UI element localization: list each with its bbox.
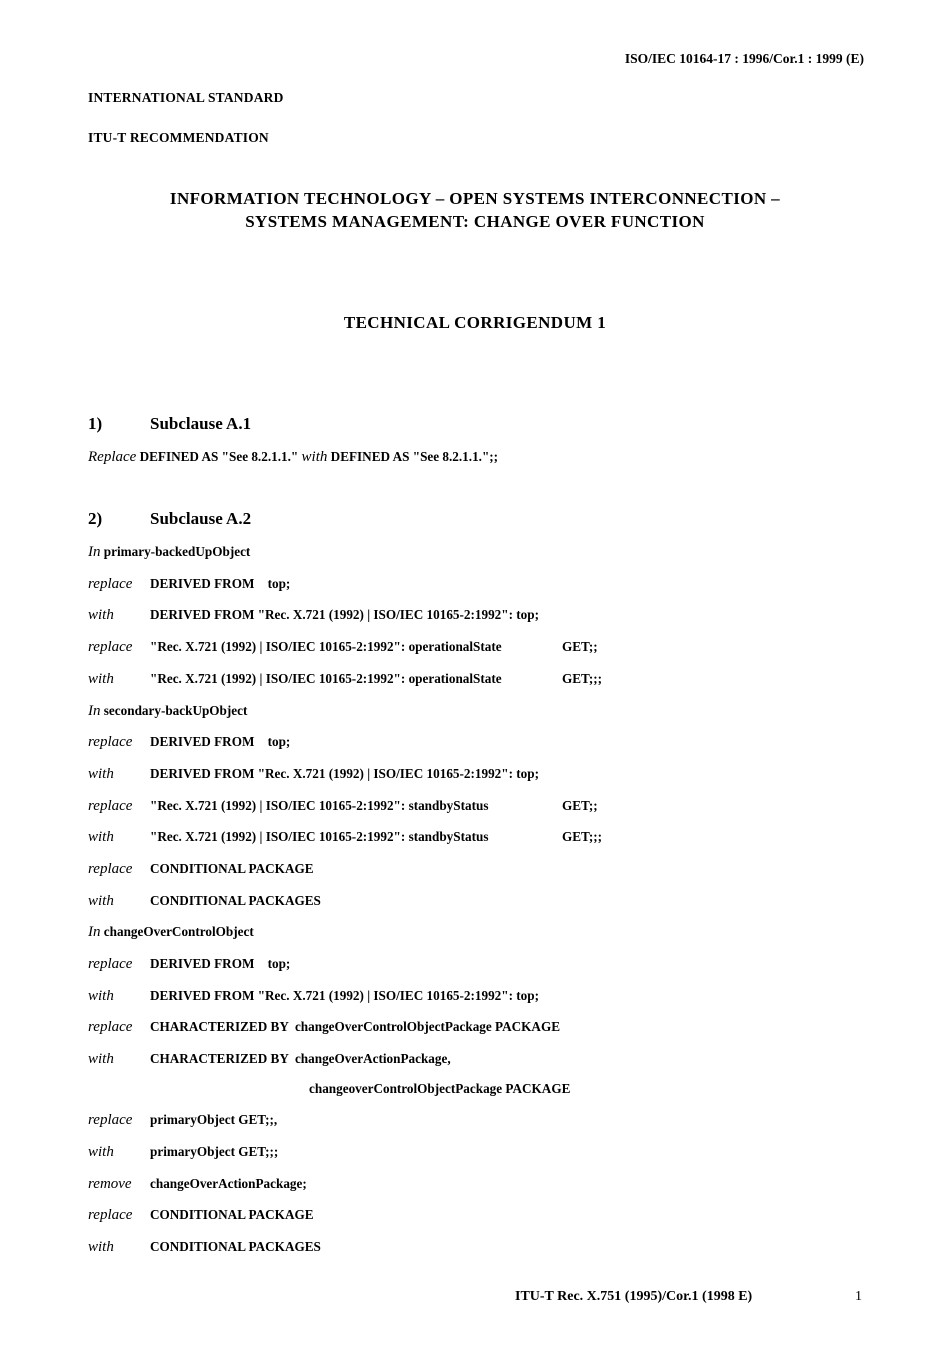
old-text: DEFINED AS "See 8.2.1.1." xyxy=(139,449,299,464)
document-reference: ISO/IEC 10164-17 : 1996/Cor.1 : 1999 (E) xyxy=(624,51,864,66)
change-label: replace xyxy=(88,956,133,972)
change-text: CONDITIONAL PACKAGE xyxy=(150,1207,314,1222)
change-label: replace xyxy=(88,734,133,750)
change-label: replace xyxy=(88,1019,133,1035)
change-label: replace xyxy=(88,1207,133,1223)
change-line xyxy=(0,1239,950,1259)
international-standard-label: INTERNATIONAL STANDARD xyxy=(88,90,284,105)
change-line xyxy=(0,798,950,818)
change-line xyxy=(0,639,950,659)
new-text: DEFINED AS "See 8.2.1.1.";; xyxy=(330,449,499,464)
change-line xyxy=(0,1112,950,1132)
change-text-suffix: GET;; xyxy=(562,798,598,813)
change-line xyxy=(0,861,950,881)
change-label: remove xyxy=(88,1176,132,1192)
change-text: CHARACTERIZED BY changeOverControlObjectPackage PACKAGE xyxy=(150,1019,561,1034)
change-line xyxy=(0,1207,950,1227)
change-label: with xyxy=(88,1051,114,1067)
change-text: CONDITIONAL PACKAGE xyxy=(150,861,314,876)
change-text: CONDITIONAL PACKAGES xyxy=(150,893,321,908)
change-line xyxy=(0,829,950,849)
change-line xyxy=(0,1176,950,1196)
change-line xyxy=(0,988,950,1008)
change-label: with xyxy=(88,607,114,623)
section-1-title: Subclause A.1 xyxy=(150,414,252,433)
object-name: secondary-backUpObject xyxy=(103,703,248,718)
change-label: replace xyxy=(88,861,133,877)
change-label: with xyxy=(88,829,114,845)
change-text: changeOverActionPackage; xyxy=(150,1176,307,1191)
change-label: with xyxy=(88,893,114,909)
footer-reference: ITU-T Rec. X.751 (1995)/Cor.1 (1998 E) xyxy=(515,1289,753,1304)
corrigendum-heading: TECHNICAL CORRIGENDUM 1 xyxy=(343,313,607,332)
in-word: In xyxy=(88,703,101,719)
change-text: "Rec. X.721 (1992) | ISO/IEC 10165-2:1992": operationalState xyxy=(150,671,502,686)
change-label: replace xyxy=(88,576,133,592)
change-text: CHARACTERIZED BY changeOverActionPackage, xyxy=(150,1051,451,1066)
change-text: DERIVED FROM top; xyxy=(150,956,291,971)
itu-recommendation-label: ITU-T RECOMMENDATION xyxy=(88,130,269,145)
change-label: replace xyxy=(88,1112,133,1128)
change-line xyxy=(0,1144,950,1164)
change-line xyxy=(0,956,950,976)
change-text: DERIVED FROM top; xyxy=(150,734,291,749)
change-text: DERIVED FROM "Rec. X.721 (1992) | ISO/IEC 10165-2:1992": top; xyxy=(150,766,539,781)
change-label: with xyxy=(88,1144,114,1160)
change-text-suffix: GET;;; xyxy=(562,671,603,686)
change-line xyxy=(0,671,950,691)
change-line xyxy=(0,576,950,596)
object-name: primary-backedUpObject xyxy=(103,544,251,559)
change-label: replace xyxy=(88,639,133,655)
in-word: In xyxy=(88,544,101,560)
document-title-line-2: SYSTEMS MANAGEMENT: CHANGE OVER FUNCTION xyxy=(245,212,705,231)
change-text: "Rec. X.721 (1992) | ISO/IEC 10165-2:1992": operationalState xyxy=(150,639,502,654)
section-1-number: 1) xyxy=(88,414,103,433)
change-text-suffix: GET;; xyxy=(562,639,598,654)
change-text: "Rec. X.721 (1992) | ISO/IEC 10165-2:1992": standbyStatus xyxy=(150,829,489,844)
change-text: primaryObject GET;;, xyxy=(150,1112,278,1127)
document-title-line-1: INFORMATION TECHNOLOGY – OPEN SYSTEMS INTERCONNECTION – xyxy=(169,189,781,208)
change-line xyxy=(0,893,950,913)
change-text: DERIVED FROM top; xyxy=(150,576,291,591)
change-line xyxy=(0,766,950,786)
change-text-suffix: GET;;; xyxy=(562,829,603,844)
change-text: DERIVED FROM "Rec. X.721 (1992) | ISO/IEC 10165-2:1992": top; xyxy=(150,607,539,622)
change-label: replace xyxy=(88,798,133,814)
change-line xyxy=(0,1019,950,1039)
change-line xyxy=(0,607,950,627)
page-number: 1 xyxy=(855,1289,862,1304)
with-word: with xyxy=(301,449,328,465)
change-line xyxy=(0,1051,950,1071)
section-2-number: 2) xyxy=(88,509,103,528)
section-1-replacement xyxy=(88,449,498,466)
change-text: "Rec. X.721 (1992) | ISO/IEC 10165-2:1992": standbyStatus xyxy=(150,798,489,813)
section-2-title: Subclause A.2 xyxy=(150,509,252,528)
group-heading xyxy=(88,544,250,561)
group-heading xyxy=(88,703,247,720)
object-name: changeOverControlObject xyxy=(103,924,254,939)
continuation-text: changeoverControlObjectPackage PACKAGE xyxy=(309,1081,571,1096)
group-heading xyxy=(88,924,254,941)
change-text: CONDITIONAL PACKAGES xyxy=(150,1239,321,1254)
change-text: DERIVED FROM "Rec. X.721 (1992) | ISO/IEC 10165-2:1992": top; xyxy=(150,988,539,1003)
change-label: with xyxy=(88,1239,114,1255)
change-label: with xyxy=(88,988,114,1004)
replace-word: Replace xyxy=(88,449,137,465)
in-word: In xyxy=(88,924,101,940)
change-text: primaryObject GET;;; xyxy=(150,1144,279,1159)
change-line xyxy=(0,734,950,754)
change-label: with xyxy=(88,671,114,687)
change-label: with xyxy=(88,766,114,782)
